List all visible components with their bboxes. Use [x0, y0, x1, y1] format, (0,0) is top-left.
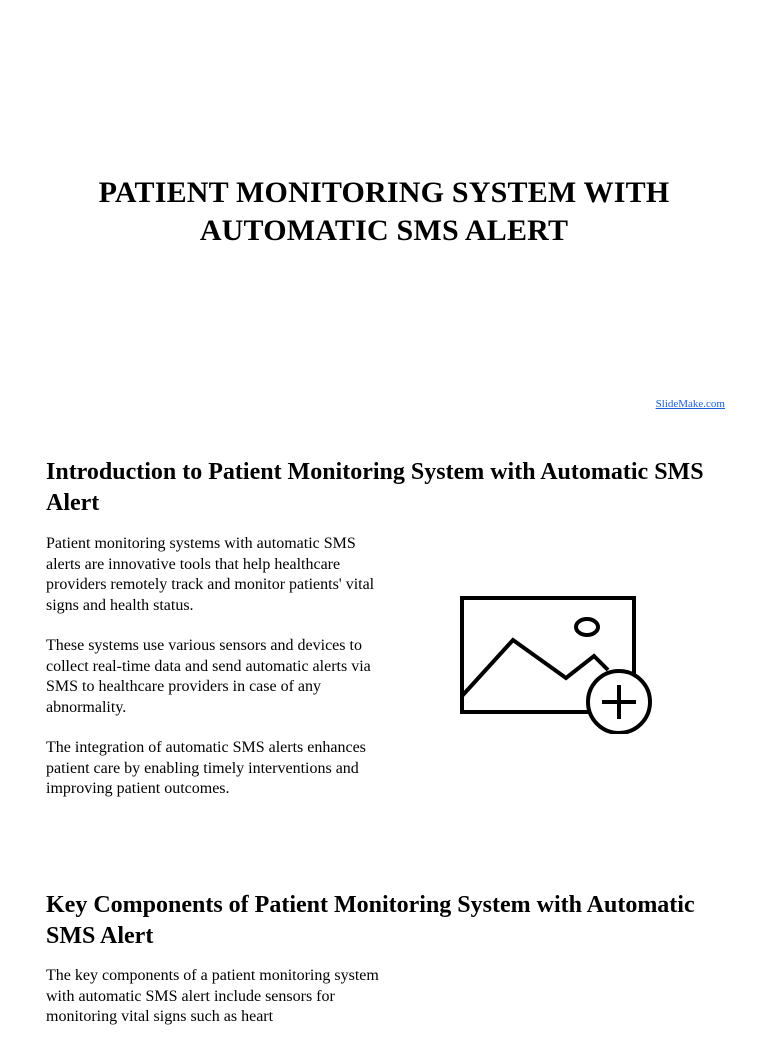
key-components-body	[46, 966, 386, 1048]
key-components-heading: Key Components of Patient Monitoring System with Automatic SMS Alert	[46, 892, 695, 949]
paragraph: The key components of a patient monitoring system with automatic SMS alert include sensors for monitoring vital signs such as heart	[46, 967, 379, 1025]
paragraph: Patient monitoring systems with automatic SMS alerts are innovative tools that help healthcare providers remotely track and monitor patients' vital signs and health status.	[46, 535, 375, 614]
slide-introduction	[46, 457, 726, 519]
paragraph: The integration of automatic SMS alerts enhances patient care by enabling timely interventions and improving patient outcomes.	[46, 739, 366, 797]
introduction-body	[46, 534, 386, 820]
introduction-heading: Introduction to Patient Monitoring System with Automatic SMS Alert	[46, 459, 704, 516]
presentation-title	[40, 174, 728, 250]
title-line-1: PATIENT MONITORING SYSTEM WITH	[98, 176, 670, 209]
slide-key-components	[46, 890, 726, 952]
title-line-2: AUTOMATIC SMS ALERT	[199, 214, 569, 247]
title-slide	[0, 0, 768, 420]
paragraph: These systems use various sensors and devices to collect real-time data and send automatic alerts via SMS to healthcare providers in case of any abnormality.	[46, 637, 371, 716]
slidemake-link[interactable]: SlideMake.com	[655, 398, 725, 410]
image-add-icon	[458, 594, 658, 734]
